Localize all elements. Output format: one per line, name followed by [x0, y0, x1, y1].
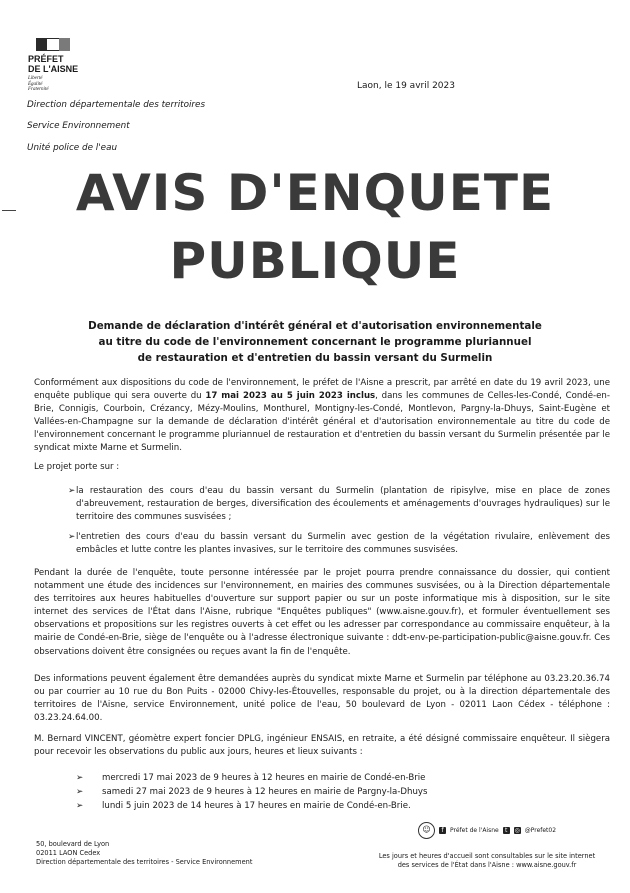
- intro-paragraph: Conformément aux dispositions du code de l'environnement, le préfet de l'Aisne a prescrit, par arrêté en date du 19 avril 2023, une enquête publique qui sera ouverte du 17 mai 2023 au 5 juin 2023 inclus, dans les communes de Celles-les-Condé, Condé-en-Brie, Connigis, Courboin, Crézancy, Mézy-Moulins, Monthurel, Montigny-les-Condé, Montlevon, Pargny-la-Dhuys, Saint-Eugène et Vallées-en-Champagne sur la demande de déclaration d'intérêt général et d'autorisation environnementale au titre du code de l'environnement concernant le programme pluriannuel de restauration et d'entretien du bassin versant du Surmelin présentée par le syndicat mixte Marne et Surmelin.: [34, 378, 610, 454]
- arrow-bullet-icon: ➢: [76, 773, 84, 783]
- project-item-maintenance: ➢ l'entretien des cours d'eau du bassin versant du Surmelin avec gestion de la végétation rivulaire, enlèvement des embâcles et lutte contre les plantes invasives, sur le territoire des communes susvisées.: [68, 532, 610, 556]
- republic-motto: Liberté Égalité Fraternité: [28, 76, 49, 92]
- page-title-line2: PUBLIQUE: [169, 232, 461, 290]
- document-date: Laon, le 19 avril 2023: [357, 81, 455, 91]
- service-direction: Direction départementale des territoires: [27, 100, 206, 110]
- project-intro: Le projet porte sur :: [34, 462, 120, 472]
- marianne-logo-flag: [36, 38, 70, 51]
- consultation-paragraph: Pendant la durée de l'enquête, toute personne intéressée par le projet pourra prendre connaissance du dossier, qui contient notamment une étude des incidences sur l'environnement, en mairies des communes susvisées, ou à la Direction départementale des territoires aux heures habituelles d'ouverture sur support papier ou sur un poste informatique mis à disposition, sur le site internet des services de l'État dans l'Aisne, rubrique "Enquêtes publiques" (www.aisne.gouv.fr), et formuler éventuellement ses observations et propositions sur les registres ouverts à cet effet ou les adresser par correspondance au commissaire enquêteur, à la mairie de Condé-en-Brie, siège de l'enquête ou à l'adresse électronique suivante : ddt-env-pe-participation-public@aisne.gouv.fr. Ces observations doivent être consignées ou reçues avant la fin de l'enquête.: [34, 568, 610, 657]
- schedule-item: ➢ mercredi 17 mai 2023 de 9 heures à 12 heures en mairie de Condé-en-Brie: [76, 773, 426, 783]
- prefet-logo-text: PRÉFET DE L'AISNE: [28, 54, 79, 74]
- arrow-bullet-icon: ➢: [68, 532, 76, 542]
- footer-address: 50, boulevard de Lyon 02011 LAON Cedex Direction départementale des territoires - Service Environnement: [36, 840, 253, 867]
- permanence-schedule: [76, 771, 428, 813]
- notice-subject: Demande de déclaration d'intérêt général et d'autorisation environnementale au titre du code de l'environnement concernant le programme pluriannuel de restauration et d'entretien du bassin versant du Surmelin: [88, 320, 542, 364]
- service-police-eau: Unité police de l'eau: [27, 143, 118, 153]
- arrow-bullet-icon: ➢: [68, 486, 76, 496]
- footer-hours-note: Les jours et heures d'accueil sont consultables sur le site internet des services de l'État dans l'Aisne : www.aisne.gouv.fr: [378, 852, 596, 869]
- service-environment: Service Environnement: [27, 121, 130, 131]
- instagram-icon: ◎: [514, 827, 520, 834]
- accessibility-icon: ☺: [418, 822, 435, 839]
- project-item-restoration: ➢ la restauration des cours d'eau du bassin versant du Surmelin (plantation de ripisylve, mise en place de zones d'abreuvement, restauration de berges, diversification des écoulements et aménagements d'ouvrages hydrauliques) sur le territoire des communes susvisées ;: [68, 486, 610, 523]
- commissioner-paragraph: M. Bernard VINCENT, géomètre expert foncier DPLG, ingénieur ENSAIS, en retraite, a été désigné commissaire enquêteur. Il siègera pour recevoir les observations du public aux jours, heures et lieux suivants :: [34, 734, 610, 758]
- facebook-icon: f: [439, 827, 446, 834]
- schedule-item: ➢ lundi 5 juin 2023 de 14 heures à 17 heures en mairie de Condé-en-Brie.: [76, 801, 411, 811]
- page-title-line1: AVIS D'ENQUETE: [75, 164, 555, 222]
- schedule-item: ➢ samedi 27 mai 2023 de 9 heures à 12 heures en mairie de Pargny-la-Dhuys: [76, 787, 428, 797]
- arrow-bullet-icon: ➢: [76, 787, 84, 797]
- twitter-icon: t: [503, 827, 510, 834]
- social-links: ☺ f Préfet de l'Aisne t ◎ @Prefet02: [418, 822, 556, 839]
- information-paragraph: Des informations peuvent également être demandées auprès du syndicat mixte Marne et Surmelin par téléphone au 03.23.20.36.74 ou par courrier au 10 rue du Bon Puits - 02000 Chivy-les-Étouvelles, responsable du projet, ou à la direction départementale des territoires de l'Aisne, service Environnement, unité police de l'eau, 50 boulevard de Lyon - 02011 Laon Cédex - téléphone : 03.23.24.64.00.: [34, 674, 610, 724]
- arrow-bullet-icon: ➢: [76, 801, 84, 811]
- enquiry-dates: 17 mai 2023 au 5 juin 2023 inclus: [205, 391, 376, 402]
